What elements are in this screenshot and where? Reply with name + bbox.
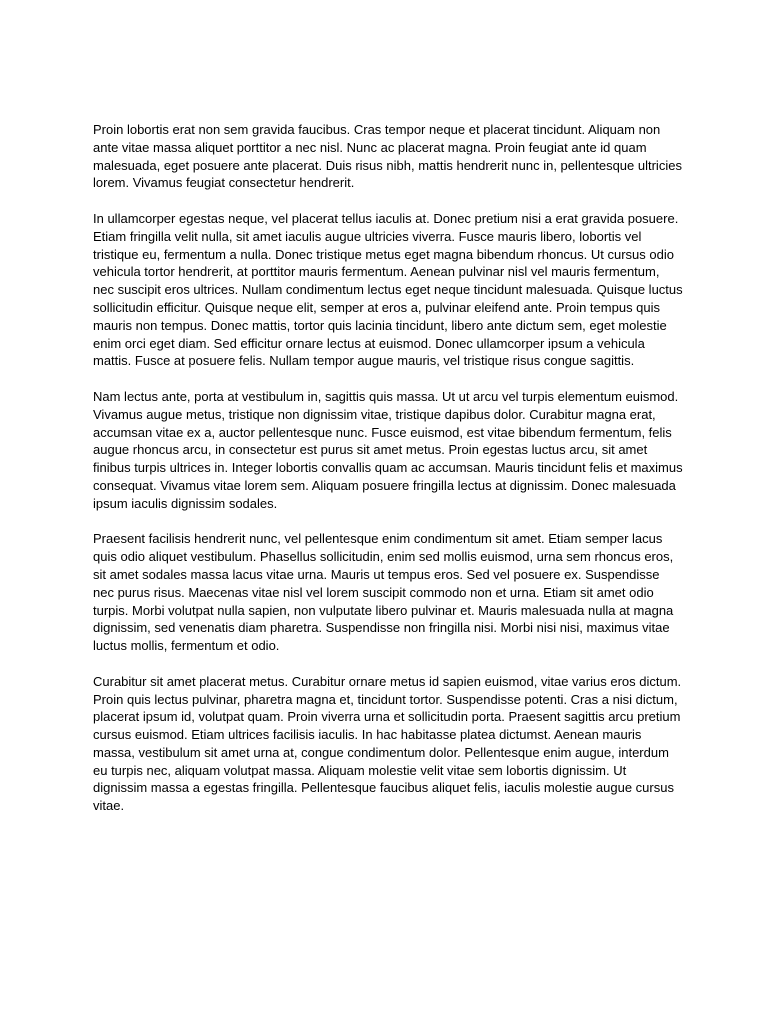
paragraph-2: In ullamcorper egestas neque, vel placerat tellus iaculis at. Donec pretium nisi a erat gravida posuere. Etiam fringilla velit nulla, sit amet iaculis augue ultricies viverra. Fusce mauris libero, lobortis vel tristique eu, fermentum a nulla. Donec tristique metus eget magna bibendum rhoncus. Ut cursus odio vehicula tortor hendrerit, at porttitor mauris fermentum. Aenean pulvinar nisl vel mauris fermentum, nec suscipit eros ultrices. Nullam condimentum lectus eget neque tincidunt malesuada. Quisque luctus sollicitudin efficitur. Quisque neque elit, semper at eros a, pulvinar eleifend ante. Proin tempus quis mauris non tempus. Donec mattis, tortor quis lacinia tincidunt, libero ante dictum sem, eget molestie enim orci eget diam. Sed efficitur ornare lectus at euismod. Donec ullamcorper ipsum a vehicula mattis. Fusce at posuere felis. Nullam tempor augue mauris, vel tristique risus congue sagittis.	[93, 210, 683, 369]
document-body	[93, 121, 683, 833]
paragraph-1: Proin lobortis erat non sem gravida faucibus. Cras tempor neque et placerat tincidunt. Aliquam non ante vitae massa aliquet porttitor a nec nisl. Nunc ac placerat magna. Proin feugiat ante id quam malesuada, eget posuere ante placerat. Duis risus nibh, mattis hendrerit nunc in, pellentesque ultricies lorem. Vivamus feugiat consectetur hendrerit.	[93, 122, 682, 191]
paragraph-5: Curabitur sit amet placerat metus. Curabitur ornare metus id sapien euismod, vitae varius eros dictum. Proin quis lectus pulvinar, pharetra magna et, tincidunt tortor. Suspendisse potenti. Cras a nisi dictum, placerat ipsum id, volutpat quam. Proin viverra urna et sollicitudin porta. Praesent sagittis arcu pretium cursus euismod. Etiam ultrices facilisis iaculis. In hac habitasse platea dictumst. Aenean mauris massa, vestibulum sit amet urna at, congue condimentum dolor. Pellentesque enim augue, interdum eu turpis nec, aliquam volutpat massa. Aliquam molestie velit vitae sem lobortis dignissim. Ut dignissim massa a egestas fringilla. Pellentesque faucibus aliquet felis, iaculis molestie augue cursus vitae.	[93, 673, 682, 814]
paragraph-4: Praesent facilisis hendrerit nunc, vel pellentesque enim condimentum sit amet. Etiam semper lacus quis odio aliquet vestibulum. Phasellus sollicitudin, enim sed mollis euismod, urna sem rhoncus eros, sit amet sodales massa lacus vitae urna. Mauris ut tempus eros. Sed vel posuere ex. Suspendisse nec purus risus. Maecenas vitae nisl vel lorem suscipit commodo non et urna. Etiam sit amet odio turpis. Morbi volutpat nulla sapien, non vulputate libero pulvinar et. Mauris malesuada nulla at magna dignissim, sed venenatis diam pharetra. Suspendisse non fringilla nisi. Morbi nisi nisi, maximus vitae luctus mollis, fermentum et odio.	[93, 531, 674, 654]
paragraph-3: Nam lectus ante, porta at vestibulum in, sagittis quis massa. Ut ut arcu vel turpis elementum euismod. Vivamus augue metus, tristique non dignissim vitae, tristique dapibus dolor. Curabitur magna erat, accumsan vitae ex a, auctor pellentesque nunc. Fusce euismod, est vitae bibendum fermentum, felis augue rhoncus arcu, in consectetur est purus sit amet metus. Proin egestas luctus arcu, sit amet finibus turpis ultrices in. Integer lobortis convallis quam ac accumsan. Mauris tincidunt felis et maximus consequat. Vivamus vitae lorem sem. Aliquam posuere fringilla lectus at dignissim. Donec malesuada ipsum iaculis dignissim sodales.	[93, 388, 683, 511]
